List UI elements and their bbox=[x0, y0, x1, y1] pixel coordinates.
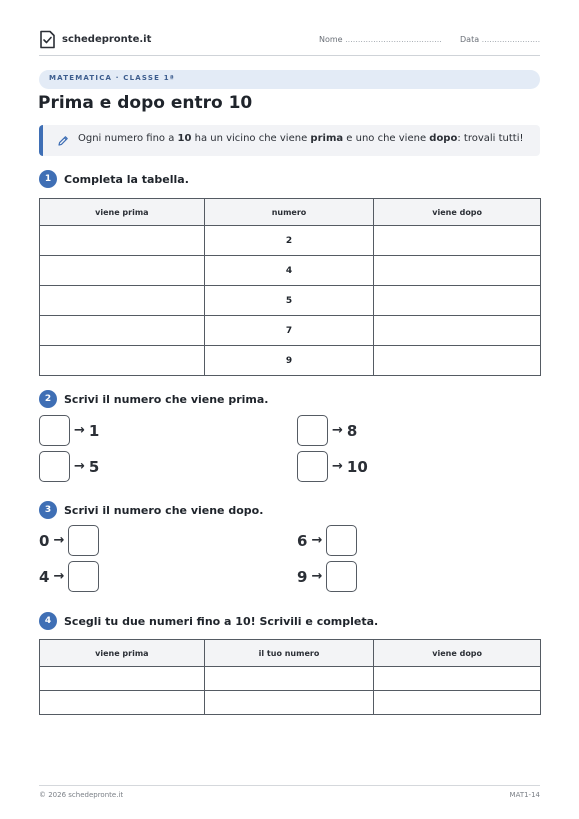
table-row bbox=[40, 346, 541, 376]
answer-cell[interactable] bbox=[40, 667, 205, 691]
document-check-icon bbox=[39, 30, 56, 49]
arrow-icon: → bbox=[332, 423, 343, 438]
section-label: Scegli tu due numeri fino a 10! Scrivili e completa. bbox=[64, 614, 379, 628]
name-field[interactable] bbox=[319, 35, 442, 44]
date-field[interactable] bbox=[460, 35, 540, 44]
arrow-icon: → bbox=[311, 569, 323, 584]
answer-cell[interactable] bbox=[40, 691, 205, 715]
given-number: 10 bbox=[346, 457, 368, 476]
answer-box[interactable] bbox=[326, 561, 357, 592]
section-label: Completa la tabella. bbox=[64, 172, 189, 186]
number-cell: 9 bbox=[204, 346, 374, 376]
column-header: viene prima bbox=[40, 640, 205, 667]
given-number: 4 bbox=[39, 567, 50, 586]
answer-cell[interactable] bbox=[374, 226, 541, 256]
answer-cell[interactable] bbox=[374, 286, 541, 316]
arrow-icon: → bbox=[53, 533, 65, 548]
answer-cell[interactable] bbox=[204, 667, 374, 691]
answer-box[interactable] bbox=[68, 525, 99, 556]
number-cell: 4 bbox=[204, 256, 374, 286]
column-header: numero bbox=[204, 199, 374, 226]
table-row bbox=[40, 316, 541, 346]
tip-text-part: : trovali tutti! bbox=[457, 133, 524, 144]
pencil-icon bbox=[57, 135, 69, 147]
answer-cell[interactable] bbox=[374, 691, 541, 715]
section-4-heading bbox=[39, 612, 378, 630]
number-cell: 2 bbox=[204, 226, 374, 256]
answer-box[interactable] bbox=[297, 415, 328, 446]
given-number: 9 bbox=[297, 567, 308, 586]
column-header: il tuo numero bbox=[204, 640, 374, 667]
answer-box[interactable] bbox=[68, 561, 99, 592]
before-after-table bbox=[39, 198, 541, 376]
table-row bbox=[40, 667, 541, 691]
before-exercise bbox=[39, 415, 99, 446]
answer-box[interactable] bbox=[39, 451, 70, 482]
after-exercise bbox=[297, 525, 357, 556]
arrow-icon: → bbox=[74, 423, 85, 438]
section-number: 2 bbox=[39, 390, 57, 408]
date-line: ....................... bbox=[481, 35, 541, 44]
table-row bbox=[40, 226, 541, 256]
page-footer bbox=[39, 785, 540, 799]
tip-text-part: e uno che viene bbox=[343, 133, 430, 144]
answer-cell[interactable] bbox=[204, 691, 374, 715]
after-exercise bbox=[39, 561, 99, 592]
answer-box[interactable] bbox=[39, 415, 70, 446]
section-label: Scrivi il numero che viene prima. bbox=[64, 392, 269, 406]
answer-cell[interactable] bbox=[40, 226, 205, 256]
number-cell: 5 bbox=[204, 286, 374, 316]
date-label: Data bbox=[460, 35, 480, 44]
choose-number-table bbox=[39, 639, 541, 715]
section-number: 3 bbox=[39, 501, 57, 519]
given-number: 8 bbox=[346, 421, 358, 440]
answer-cell[interactable] bbox=[40, 346, 205, 376]
tip-text-part: Ogni numero fino a bbox=[78, 133, 178, 144]
section-2-heading bbox=[39, 390, 268, 408]
answer-box[interactable] bbox=[297, 451, 328, 482]
answer-box[interactable] bbox=[326, 525, 357, 556]
section-1-heading bbox=[39, 170, 189, 188]
answer-cell[interactable] bbox=[40, 316, 205, 346]
site-logo bbox=[39, 30, 151, 49]
before-exercise bbox=[39, 451, 99, 482]
tip-bold: dopo bbox=[429, 133, 458, 144]
after-exercise bbox=[39, 525, 99, 556]
tip-box bbox=[39, 125, 540, 156]
column-header: viene dopo bbox=[374, 640, 541, 667]
tip-bold: prima bbox=[310, 133, 344, 144]
column-header: viene dopo bbox=[374, 199, 541, 226]
tip-bold: 10 bbox=[177, 133, 192, 144]
arrow-icon: → bbox=[53, 569, 65, 584]
arrow-icon: → bbox=[74, 459, 85, 474]
worksheet-code: MAT1-14 bbox=[509, 791, 540, 799]
before-exercise bbox=[297, 415, 357, 446]
answer-cell[interactable] bbox=[374, 667, 541, 691]
arrow-icon: → bbox=[311, 533, 323, 548]
section-number: 1 bbox=[39, 170, 57, 188]
subject-tag bbox=[39, 70, 540, 89]
after-exercise bbox=[297, 561, 357, 592]
given-number: 0 bbox=[39, 531, 50, 550]
section-number: 4 bbox=[39, 612, 57, 630]
arrow-icon: → bbox=[332, 459, 343, 474]
table-row bbox=[40, 286, 541, 316]
column-header: viene prima bbox=[40, 199, 205, 226]
name-label: Nome bbox=[319, 35, 343, 44]
answer-cell[interactable] bbox=[40, 286, 205, 316]
site-name: schedepronte.it bbox=[62, 34, 152, 45]
before-exercise bbox=[297, 451, 368, 482]
answer-cell[interactable] bbox=[374, 316, 541, 346]
section-3-heading bbox=[39, 501, 263, 519]
page-header bbox=[39, 30, 540, 56]
tip-text-part: ha un vicino che viene bbox=[191, 133, 311, 144]
copyright-text: © 2026 schedepronte.it bbox=[39, 791, 124, 799]
section-label: Scrivi il numero che viene dopo. bbox=[64, 503, 264, 517]
table-row bbox=[40, 691, 541, 715]
given-number: 5 bbox=[88, 457, 100, 476]
given-number: 1 bbox=[88, 421, 100, 440]
page-title: Prima e dopo entro 10 bbox=[38, 93, 253, 113]
number-cell: 7 bbox=[204, 316, 374, 346]
answer-cell[interactable] bbox=[374, 346, 541, 376]
table-row bbox=[40, 256, 541, 286]
given-number: 6 bbox=[297, 531, 308, 550]
tip-text bbox=[78, 133, 524, 144]
name-line: ...................................... bbox=[345, 35, 442, 44]
answer-cell[interactable] bbox=[40, 256, 205, 286]
answer-cell[interactable] bbox=[374, 256, 541, 286]
subject-tag-text: MATEMATICA · CLASSE 1ª bbox=[49, 74, 175, 82]
